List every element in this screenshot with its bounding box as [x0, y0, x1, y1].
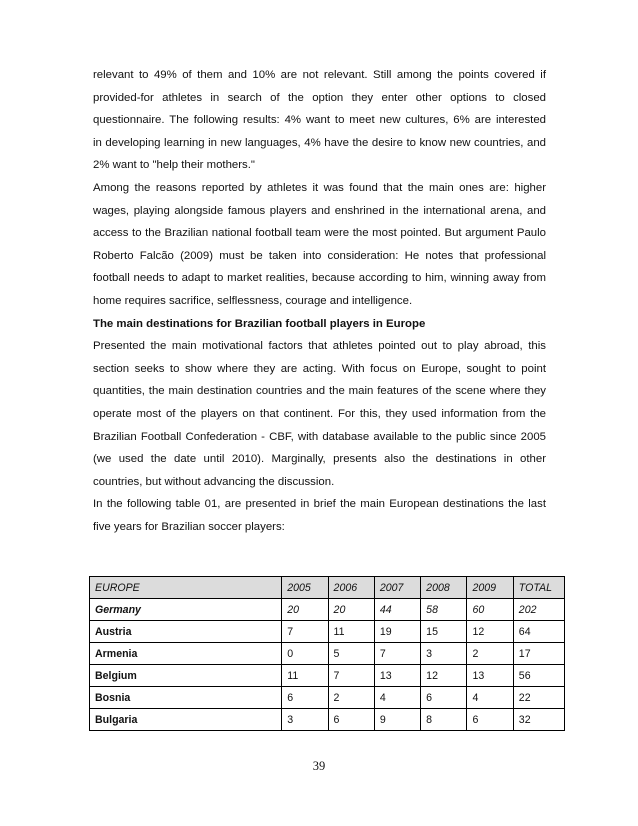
- table-cell: 5: [328, 643, 374, 665]
- table-row: [90, 687, 565, 709]
- paragraph-reasons: Among the reasons reported by athletes it was found that the main ones are: higher wages, playing alongside famous players and enshrined in the international arena, and access to the Brazilian national football team were the most pointed. But argument Paulo Roberto Falcão (2009) must be taken into consideration: He notes that professional football needs to adapt to market realities, because according to him, winning away from home requires sacrifice, selflessness, courage and intelligence.: [93, 181, 546, 307]
- table-cell: 20: [282, 599, 328, 621]
- table-row: [90, 643, 565, 665]
- table-cell: 12: [467, 621, 513, 643]
- table-cell: 19: [374, 621, 420, 643]
- table-cell: 32: [513, 709, 564, 731]
- table-row: [90, 709, 565, 731]
- table-cell: 7: [374, 643, 420, 665]
- page-body: [93, 64, 546, 538]
- paragraph-line: relevant to 49% of them and 10% are not relevant. Still among the points covered if: [93, 69, 546, 81]
- table-cell: 6: [467, 709, 513, 731]
- table-row: [90, 621, 565, 643]
- table-cell: 44: [374, 599, 420, 621]
- table-cell: 13: [467, 665, 513, 687]
- section-heading: The main destinations for Brazilian football players in Europe: [93, 317, 426, 330]
- table-cell: 56: [513, 665, 564, 687]
- paragraph-line: questionnaire. The following results: 4% want to meet new cultures, 6% are interested: [93, 114, 546, 127]
- table-header-cell: 2006: [328, 577, 374, 599]
- table-cell: 20: [328, 599, 374, 621]
- table-cell: 64: [513, 621, 564, 643]
- table-header-cell: 2005: [282, 577, 328, 599]
- table-cell: 2: [328, 687, 374, 709]
- table-cell: 6: [328, 709, 374, 731]
- page-number: 39: [312, 759, 326, 773]
- table-cell: 4: [467, 687, 513, 709]
- table-cell: 3: [282, 709, 328, 731]
- paragraph-line: 2% want to "help their mothers.": [93, 159, 255, 172]
- table-cell: 9: [374, 709, 420, 731]
- table-cell: 13: [374, 665, 420, 687]
- table-header-cell: TOTAL: [513, 577, 564, 599]
- table-header-cell: 2009: [467, 577, 513, 599]
- table-cell: 8: [421, 709, 467, 731]
- table-cell: 202: [513, 599, 564, 621]
- paragraph-table-intro: In the following table 01, are presented in brief the main European destinations the last five years for Brazilian soccer players:: [93, 498, 546, 533]
- table-cell: 7: [328, 665, 374, 687]
- table-header-cell: 2008: [421, 577, 467, 599]
- table-cell-country: Austria: [90, 621, 282, 643]
- table-header-cell: 2007: [374, 577, 420, 599]
- table-cell: 3: [421, 643, 467, 665]
- paragraph-destinations: Presented the main motivational factors that athletes pointed out to play abroad, this section seeks to show where they are acting. With focus on Europe, sought to point quantities, the main destination countries and the main features of the scene where they operate most of the players on that continent. For this, they used information from the Brazilian Football Confederation - CBF, with database available to the public since 2005 (we used the date until 2010). Marginally, presents also the destinations in other countries, but without advancing the discussion.: [93, 340, 546, 488]
- table-cell-country: Belgium: [90, 665, 282, 687]
- paragraph-continued: [93, 64, 546, 177]
- table-cell-country: Germany: [90, 599, 282, 621]
- table-cell: 2: [467, 643, 513, 665]
- table-header-cell: EUROPE: [90, 577, 282, 599]
- table-cell: 4: [374, 687, 420, 709]
- table-cell: 58: [421, 599, 467, 621]
- table-row: [90, 665, 565, 687]
- table-header-row: [90, 577, 565, 599]
- table-cell-country: Bulgaria: [90, 709, 282, 731]
- table-cell: 17: [513, 643, 564, 665]
- table-cell: 12: [421, 665, 467, 687]
- table-row: [90, 599, 565, 621]
- paragraph-line: in developing learning in new languages, 4% have the desire to know new countries, and: [93, 136, 546, 149]
- paragraph-line: provided-for athletes in search of the option they enter other options to closed: [93, 91, 546, 104]
- table-cell-country: Bosnia: [90, 687, 282, 709]
- table-cell: 11: [328, 621, 374, 643]
- table-cell-country: Armenia: [90, 643, 282, 665]
- table-cell: 60: [467, 599, 513, 621]
- table-cell: 0: [282, 643, 328, 665]
- table-cell: 6: [282, 687, 328, 709]
- table-cell: 22: [513, 687, 564, 709]
- europe-destinations-table: [89, 576, 565, 731]
- table-cell: 7: [282, 621, 328, 643]
- table-cell: 15: [421, 621, 467, 643]
- table-cell: 6: [421, 687, 467, 709]
- table-cell: 11: [282, 665, 328, 687]
